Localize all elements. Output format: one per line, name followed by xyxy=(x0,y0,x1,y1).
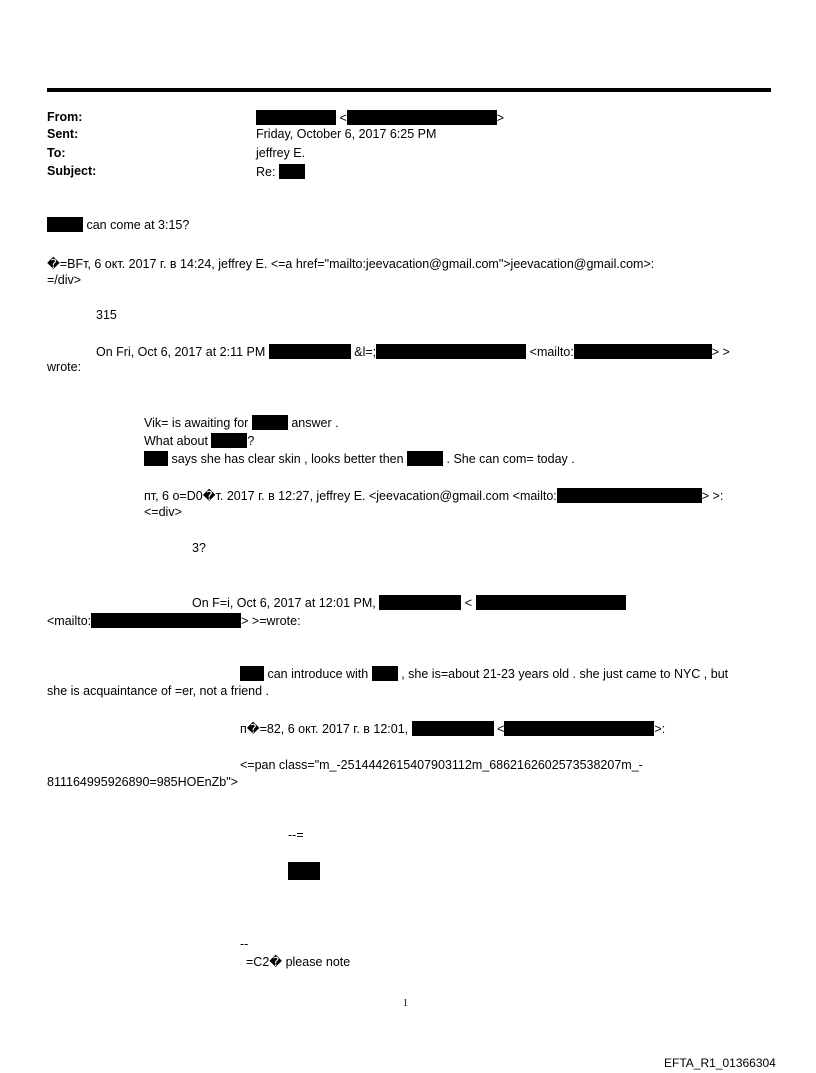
quoted-header-1: �=BFт, 6 окт. 2017 г. в 14:24, jeffrey E. <=a href="mailto:jeevacation@gmail.com">jeevacation@gmail.com>: xyxy=(47,257,655,271)
redaction-box xyxy=(476,595,626,610)
body-text: , she is=about 21-23 years old . she just came to NYC , but xyxy=(401,667,729,681)
sent-value: Friday, October 6, 2017 6:25 PM xyxy=(256,127,437,141)
body-text: <mailto: xyxy=(529,345,574,359)
redaction-box xyxy=(557,488,702,503)
redaction-box xyxy=(288,862,320,880)
redaction-box xyxy=(407,451,443,466)
redaction-box xyxy=(279,164,305,179)
body-text: says she has clear skin , looks better then xyxy=(171,452,404,466)
body-line-11-tail: she is acquaintance of =er, not a friend . xyxy=(47,684,270,698)
to-label: To: xyxy=(47,146,66,160)
subject-text: Re: xyxy=(256,165,276,179)
quoted-header-2-tail: wrote: xyxy=(47,360,82,374)
redaction-box xyxy=(347,110,497,125)
redaction-box xyxy=(211,433,247,448)
redaction-box xyxy=(252,415,288,430)
body-text: What about xyxy=(144,434,208,448)
redaction-box xyxy=(412,721,494,736)
page-number: 1 xyxy=(403,998,408,1009)
body-text: > >=wrote: xyxy=(241,614,301,628)
body-line-1 xyxy=(47,217,189,233)
signature-redaction xyxy=(288,862,320,881)
body-text: > > xyxy=(711,345,730,359)
body-text: Vik= is awaiting for xyxy=(144,416,249,430)
from-sep-open: < xyxy=(339,111,347,125)
body-text: can come at 3:15? xyxy=(86,218,190,232)
body-text: &l=; xyxy=(354,345,377,359)
redaction-box xyxy=(47,217,83,232)
signature-separator-2: -- xyxy=(240,937,249,951)
body-text: answer . xyxy=(291,416,339,430)
from-label: From: xyxy=(47,110,83,124)
redaction-box xyxy=(504,721,654,736)
signature-separator: --= xyxy=(288,828,304,842)
quoted-header-1-tail: =/div> xyxy=(47,273,82,287)
quoted-header-4 xyxy=(192,595,626,611)
body-text: пт, 6 о=D0�т. 2017 г. в 12:27, jeffrey E. <jeevacation@gmail.com <mailto: xyxy=(144,489,557,503)
from-sep-close: > xyxy=(496,111,505,125)
body-text: can introduce with xyxy=(267,667,369,681)
redaction-box xyxy=(144,451,168,466)
subject-label: Subject: xyxy=(47,164,97,178)
body-text: On F=i, Oct 6, 2017 at 12:01 PM, xyxy=(192,596,376,610)
redaction-box xyxy=(372,666,398,681)
quoted-header-2 xyxy=(96,344,730,360)
body-text: On Fri, Oct 6, 2017 at 2:11 PM xyxy=(96,345,266,359)
body-line-11 xyxy=(240,666,728,682)
redaction-box xyxy=(269,344,351,359)
body-text: < xyxy=(497,722,505,736)
subject-value xyxy=(256,164,305,180)
quoted-header-5 xyxy=(240,721,665,737)
body-line-7 xyxy=(144,451,575,467)
from-value xyxy=(256,110,504,126)
header-divider xyxy=(47,88,771,92)
body-text: <mailto: xyxy=(47,614,92,628)
body-text: > >: xyxy=(701,489,724,503)
body-line-5 xyxy=(144,415,339,431)
please-note-line: =C2� please note xyxy=(246,955,351,969)
redaction-box xyxy=(256,110,336,125)
html-fragment-line: <=pan class="m_-2514442615407903112m_6862162602573538207m_- xyxy=(240,758,643,772)
to-value: jeffrey E. xyxy=(256,146,306,160)
body-text: ? xyxy=(247,434,255,448)
sent-label: Sent: xyxy=(47,127,79,141)
body-text: < xyxy=(464,596,473,610)
quoted-header-3 xyxy=(144,488,723,504)
html-fragment-tail: 811164995926890=985HOEnZb"> xyxy=(47,775,238,789)
body-text: п�=82, 6 окт. 2017 г. в 12:01, xyxy=(240,722,409,736)
redaction-box xyxy=(376,344,526,359)
quoted-header-4-tail xyxy=(47,613,301,629)
quoted-header-3-tail: <=div> xyxy=(144,505,182,519)
body-text: >: xyxy=(654,722,666,736)
redaction-box xyxy=(240,666,264,681)
document-id: EFTA_R1_01366304 xyxy=(664,1056,776,1070)
redaction-box xyxy=(91,613,241,628)
reply-315: 315 xyxy=(96,308,117,322)
body-text: . She can com= today . xyxy=(446,452,575,466)
redaction-box xyxy=(574,344,712,359)
redaction-box xyxy=(379,595,461,610)
reply-3: 3? xyxy=(192,541,206,555)
body-line-6 xyxy=(144,433,254,449)
